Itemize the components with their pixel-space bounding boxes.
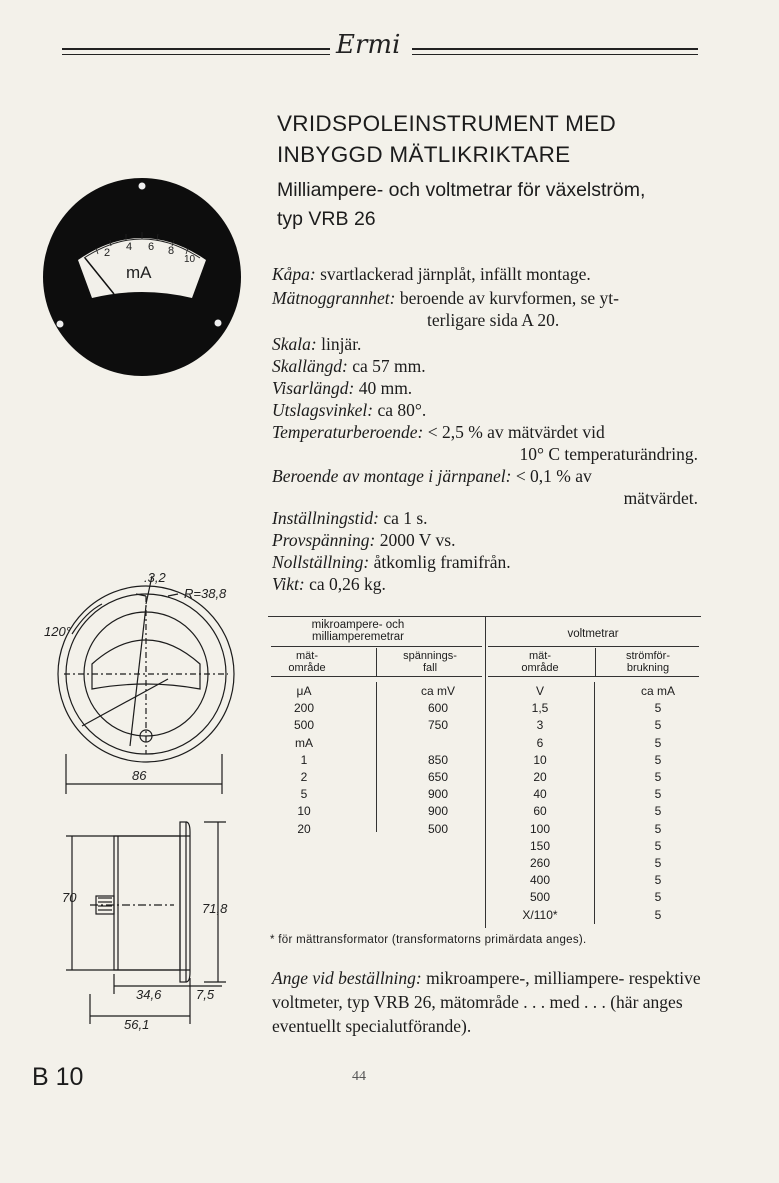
col4-cell: 5 (654, 856, 662, 871)
brand-logo: Ermi (336, 30, 401, 60)
col3-cell: 100 (529, 821, 551, 836)
spec-vikt-label: Vikt: (272, 574, 305, 594)
spec-montage-value: < 0,1 % av (515, 466, 592, 486)
col1-header (268, 650, 346, 674)
col4-cell: 5 (654, 821, 662, 836)
col3-cell: X/110* (522, 907, 558, 922)
col2-cell: 500 (427, 821, 449, 836)
col2-header (380, 650, 480, 674)
spec-kapa-value: svartlackerad järnplåt, infällt montage. (320, 264, 591, 284)
spec-temperatur-label: Temperaturberoende: (272, 422, 424, 442)
col4-cell: ca mA (640, 684, 675, 698)
dim-height-right-label: 71,8 (202, 901, 228, 916)
spec-installningstid (272, 507, 428, 529)
col4-cell: 5 (654, 890, 662, 905)
col1-cell: μA (296, 684, 312, 698)
col2-cell: 900 (427, 804, 449, 819)
col3-header-2: område (521, 662, 559, 674)
col4-header (598, 650, 698, 674)
spec-utslagsvinkel-label: Utslagsvinkel: (272, 400, 374, 420)
col1-cell: 2 (300, 770, 308, 785)
col3-cell: 10 (533, 752, 547, 767)
spec-visarlangd (272, 377, 412, 399)
spec-temperatur-cont: 10° C temperaturändring. (519, 444, 698, 464)
col4-cell: 5 (654, 804, 662, 819)
meter-digit-6: 6 (148, 241, 155, 253)
top-rule-left-thin (62, 54, 330, 55)
spec-skala-value: linjär. (321, 334, 362, 354)
ordering-label: Ange vid beställning: (272, 968, 422, 988)
spec-provspanning-value: 2000 V vs. (379, 530, 456, 550)
col1-cell: 20 (297, 821, 311, 836)
group-header-left-2: milliamperemetrar (311, 631, 405, 643)
top-rule-right (412, 48, 698, 50)
group-header-left-1: mikroampere- och (311, 619, 405, 631)
spec-utslagsvinkel (272, 399, 426, 421)
spec-nollstallning-label: Nollställning: (272, 552, 370, 572)
col4-cell: 5 (654, 752, 662, 767)
col3-cell: 20 (533, 770, 547, 785)
spec-nollstallning-value: åtkomlig framifrån. (373, 552, 511, 572)
dim-top-label: .3,2 (144, 570, 166, 585)
spec-montage-label: Beroende av montage i järnpanel: (272, 466, 512, 486)
col3-cell: 40 (533, 787, 547, 802)
group-header-right: voltmetrar (567, 628, 619, 640)
ranges-table (268, 616, 701, 928)
col4-header-1: strömför- (626, 650, 670, 662)
dim-depth-total-label: 56,1 (124, 1017, 150, 1032)
spec-temperatur (272, 421, 605, 443)
dim-flange-label: 7,5 (196, 987, 215, 1002)
col4-values (628, 683, 688, 924)
col3-cell: 500 (529, 890, 551, 905)
table-footnote: * för mättransformator (transformatorns primärdata anges). (270, 934, 587, 946)
spec-skallangd-label: Skallängd: (272, 356, 348, 376)
top-rule-right-thin (412, 54, 698, 55)
top-rule-left (62, 48, 330, 50)
spec-kapa-label: Kåpa: (272, 264, 316, 284)
col4-cell: 5 (654, 718, 662, 733)
spec-skala (272, 333, 361, 355)
col1-cell: mA (295, 735, 313, 750)
col4-cell: 5 (654, 787, 662, 802)
meter-photo (40, 178, 244, 378)
subtitle-line-1: Milliampere- och voltmetrar för växelström, (277, 179, 646, 201)
meter-digit-2: 2 (104, 247, 111, 259)
meter-digit-10: 10 (184, 254, 196, 265)
col2-values (408, 683, 468, 838)
col2-cell: 650 (427, 770, 449, 785)
col3-cell: 260 (529, 856, 551, 871)
front-dimension-drawing (44, 564, 244, 804)
ordering-text: mikroampere-, milliampere- respektive voltmeter, typ VRB 26, mätområde . . . med . . . (här anges eventuellt specialutförande). (272, 968, 701, 1036)
meter-digit-8: 8 (168, 245, 175, 257)
col3-cell: 400 (529, 873, 551, 888)
col3-header (490, 650, 590, 674)
dim-height-left-label: 70 (62, 890, 77, 905)
page-title (277, 108, 747, 170)
subtitle-line-2: typ VRB 26 (277, 208, 376, 230)
dim-depth-1-label: 34,6 (136, 987, 162, 1002)
spec-installningstid-label: Inställningstid: (272, 508, 379, 528)
spec-provspanning-label: Provspänning: (272, 530, 376, 550)
col1-values (274, 683, 334, 838)
col3-cell: 60 (533, 804, 547, 819)
col2-cell: 900 (427, 787, 449, 802)
col4-cell: 5 (654, 907, 662, 922)
col1-cell: 10 (297, 804, 311, 819)
spec-temperatur-value: < 2,5 % av mätvärdet vid (427, 422, 605, 442)
title-line-2: INBYGGD MÄTLIKRIKTARE (277, 142, 571, 167)
dim-radius-label: R=38,8 (184, 586, 227, 601)
spec-matnoggrannhet-value: beroende av kurvformen, se yt- (399, 288, 619, 308)
title-line-1: VRIDSPOLEINSTRUMENT MED (277, 111, 617, 136)
spec-provspanning (272, 529, 455, 551)
col4-cell: 5 (654, 701, 662, 716)
col1-header-1: mät- (296, 650, 318, 662)
spec-utslagsvinkel-value: ca 80°. (377, 400, 427, 420)
spec-vikt-value: ca 0,26 kg. (309, 574, 386, 594)
col3-cell: V (535, 684, 544, 698)
spec-matnoggrannhet-cont: terligare sida A 20. (427, 310, 560, 330)
spec-montage-cont: mätvärdet. (623, 488, 698, 508)
col4-cell: 5 (654, 735, 662, 750)
dim-width-label: 86 (132, 768, 147, 783)
meter-unit-label: mA (126, 263, 152, 282)
col1-header-2: område (288, 662, 326, 674)
dim-angle-label: 120° (44, 624, 71, 639)
col1-cell: 1 (300, 752, 308, 767)
col3-header-1: mät- (529, 650, 551, 662)
col4-cell: 5 (654, 770, 662, 785)
group-header-left (268, 619, 448, 643)
side-dimension-drawing (56, 818, 246, 1040)
col3-cell: 3 (536, 718, 544, 733)
col2-cell: 850 (427, 752, 449, 767)
col1-cell: 5 (300, 787, 308, 802)
spec-nollstallning (272, 551, 511, 573)
col2-header-2: fall (422, 662, 438, 674)
col3-values (504, 683, 576, 924)
spec-vikt (272, 573, 386, 595)
page-id: B 10 (32, 1063, 84, 1091)
col4-cell: 5 (654, 873, 662, 888)
col1-cell: 200 (293, 701, 315, 716)
col2-cell: 750 (427, 718, 449, 733)
col2-cell: 600 (427, 701, 449, 716)
spec-visarlangd-label: Visarlängd: (272, 378, 355, 398)
meter-digit-4: 4 (126, 241, 133, 253)
spec-matnoggrannhet (272, 287, 619, 309)
col1-cell: 500 (293, 718, 315, 733)
col4-cell: 5 (654, 838, 662, 853)
spec-visarlangd-value: 40 mm. (358, 378, 413, 398)
page-subtitle (277, 176, 747, 234)
col2-header-1: spännings- (403, 650, 457, 662)
col4-header-2: brukning (626, 662, 670, 674)
spec-skallangd (272, 355, 426, 377)
col2-cell: ca mV (420, 684, 455, 698)
spec-kapa (272, 263, 591, 285)
ordering-note (272, 966, 712, 1038)
spec-installningstid-value: ca 1 s. (383, 508, 428, 528)
col2-cell (408, 735, 468, 752)
spec-montage (272, 465, 592, 487)
col3-cell: 150 (529, 838, 551, 853)
page-number: 44 (352, 1069, 366, 1084)
spec-skallangd-value: ca 57 mm. (352, 356, 426, 376)
spec-matnoggrannhet-label: Mätnoggrannhet: (272, 288, 396, 308)
spec-skala-label: Skala: (272, 334, 317, 354)
col3-cell: 1,5 (531, 701, 549, 716)
col3-cell: 6 (536, 735, 544, 750)
